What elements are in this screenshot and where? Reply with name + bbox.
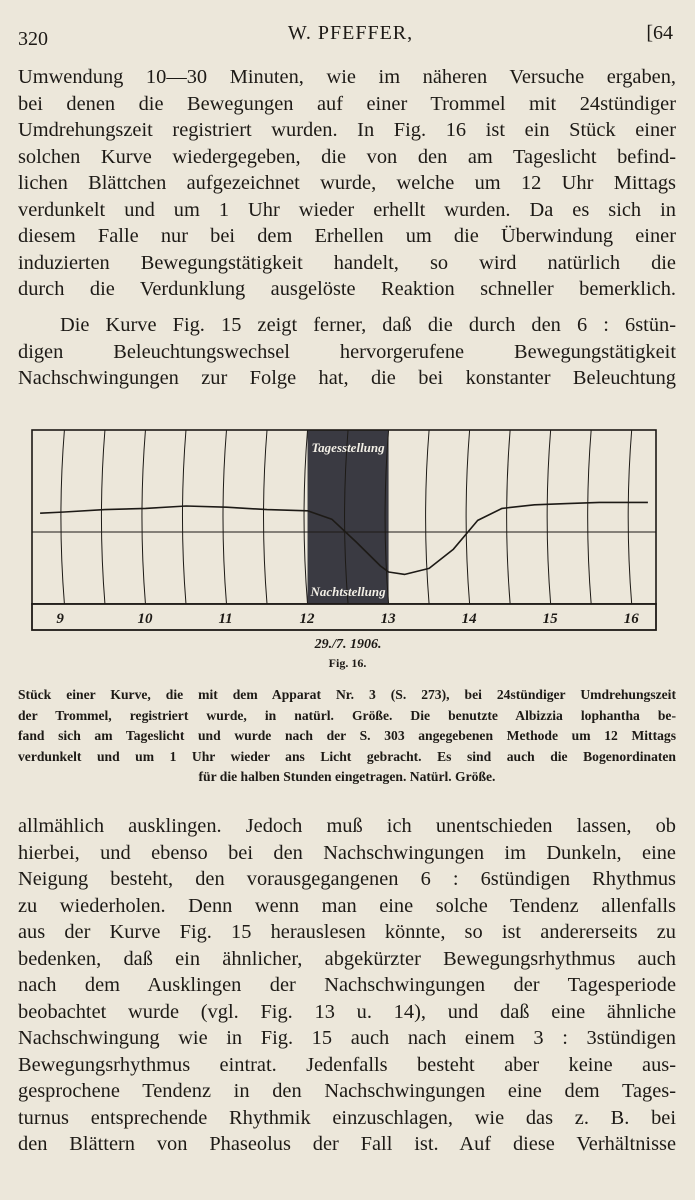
text-line: aus der Kurve Fig. 15 herauslesen könnte, so ist andererseits zu (18, 921, 676, 943)
caption-line: fand sich am Tageslicht und wurde nach der S. 303 angegebenen Methode um 12 Mittags (18, 728, 676, 743)
text-line: bedenken, daß ein ähnlicher, abgekürzter Bewegungsrhythmus auch (18, 947, 676, 970)
ordinate-arc (182, 430, 186, 604)
text-line: gesprochene Tendenz in den Nachschwingungen eine dem Tages- (18, 1080, 676, 1102)
text-line: induzierten Bewegungstätigkeit handelt, so wird natürlich die (18, 251, 676, 274)
figure-number: Fig. 16. (328, 656, 367, 670)
text-line: nach dem Ausklingen der Nachschwingungen der Tagesperiode (18, 974, 676, 996)
paragraph-3 (18, 813, 676, 1158)
ordinate-arc (142, 430, 146, 604)
text-line: zu wiederholen. Denn wenn man eine solche Tendenz allenfalls (18, 894, 676, 917)
caption-line: für die halben Stunden eingetragen. Natürl. Größe. (198, 769, 496, 784)
hour-tick-label: 12 (299, 611, 315, 627)
text-line: beobachtet wurde (vgl. Fig. 13 u. 14), und daß eine ähnliche (18, 1000, 676, 1023)
running-head: W. PFEFFER, (287, 22, 414, 44)
bottom-position-label: Nachtstellung (310, 584, 386, 599)
dark-interval-shade (308, 430, 389, 604)
caption-line: Stück einer Kurve, die mit dem Apparat Nr. 3 (S. 273), bei 24stündiger Umdrehungszeit (18, 687, 676, 702)
ordinate-arc (426, 430, 430, 604)
ordinate-arc (264, 430, 268, 604)
text-line: den Blättern von Phaseolus der Fall ist. Auf diese Verhältnisse (18, 1133, 676, 1155)
ordinate-arc (61, 430, 65, 604)
ordinate-arc (223, 430, 227, 604)
hour-scale (32, 604, 656, 630)
ordinate-arc (507, 430, 511, 604)
text-line: Umwendung 10—30 Minuten, wie im näheren Versuche ergaben, (18, 66, 676, 88)
text-line: Nachschwingung wie in Fig. 15 auch nach einem 3 : 3stündigen (18, 1027, 676, 1049)
hour-tick-label: 9 (56, 611, 64, 627)
text-line: lichen Blättchen aufgezeichnet wurde, welche um 12 Uhr Mittags (18, 172, 676, 194)
text-line: solchen Kurve wiedergegeben, die von den am Tageslicht befind- (18, 145, 676, 168)
text-line: durch die Verdunklung ausgelöste Reaktion schneller bemerklich. (18, 278, 676, 300)
hour-tick-label: 13 (380, 611, 396, 627)
kymograph-chart (28, 428, 662, 654)
text-line: hierbei, und ebenso bei den Nachschwingungen im Dunkeln, eine (18, 841, 676, 864)
text-line: turnus entsprechende Rhythmik einzuschlagen, wie das z. B. bei (18, 1106, 676, 1129)
figure-caption (18, 685, 676, 788)
hour-tick-label: 15 (542, 611, 558, 627)
ordinate-arc (304, 430, 308, 604)
text-line: allmählich ausklingen. Jedoch muß ich unentschieden lassen, ob (18, 815, 676, 837)
figure-16 (28, 428, 662, 668)
hour-tick-label: 14 (461, 611, 477, 627)
text-line: Nachschwingungen zur Folge hat, die bei konstanter Beleuchtung (18, 367, 676, 389)
text-line: bei denen die Bewegungen auf einer Trommel mit 24stündiger (18, 92, 676, 115)
ordinate-arc (547, 430, 551, 604)
ordinate-arc (588, 430, 592, 604)
text-line: Neigung besteht, den vorausgegangenen 6 : 6stündigen Rhythmus (18, 868, 676, 890)
text-line: digen Beleuchtungswechsel hervorgerufene Bewegungstätigkeit (18, 340, 676, 363)
paragraph-1 (18, 64, 676, 303)
text-line: diesem Falle nur bei dem Erhellen um die Überwindung einer (18, 225, 676, 247)
text-line: Umdrehungszeit registriert wurden. In Fig. 16 ist ein Stück einer (18, 119, 676, 141)
ordinate-arc (101, 430, 105, 604)
caption-line: verdunkelt und um 1 Uhr wieder ans Licht gebracht. Es sind auch die Bogenordinaten (18, 748, 676, 764)
text-line: verdunkelt und um 1 Uhr wieder erhellt wurden. Da es sich in (18, 198, 676, 221)
hour-tick-label: 11 (218, 611, 233, 627)
ordinate-arc (466, 430, 470, 604)
margin-number: [64 (646, 22, 673, 44)
top-position-label: Tagesstellung (311, 440, 385, 455)
ordinate-arc (628, 430, 632, 604)
caption-line: der Trommel, registriert wurde, in natürl. Größe. Die benutzte Albizzia lophantha be- (18, 707, 676, 723)
text-line: Die Kurve Fig. 15 zeigt ferner, daß die durch den 6 : 6stün- (60, 314, 676, 336)
page-number: 320 (18, 28, 48, 50)
hour-tick-label: 10 (137, 611, 153, 627)
page-header (18, 22, 683, 52)
text-line: Bewegungsrhythmus eintrat. Jedenfalls besteht aber keine aus- (18, 1053, 676, 1076)
paragraph-2 (18, 312, 676, 392)
hour-tick-label: 16 (623, 611, 639, 627)
date-label: 29./7. 1906. (314, 637, 382, 652)
